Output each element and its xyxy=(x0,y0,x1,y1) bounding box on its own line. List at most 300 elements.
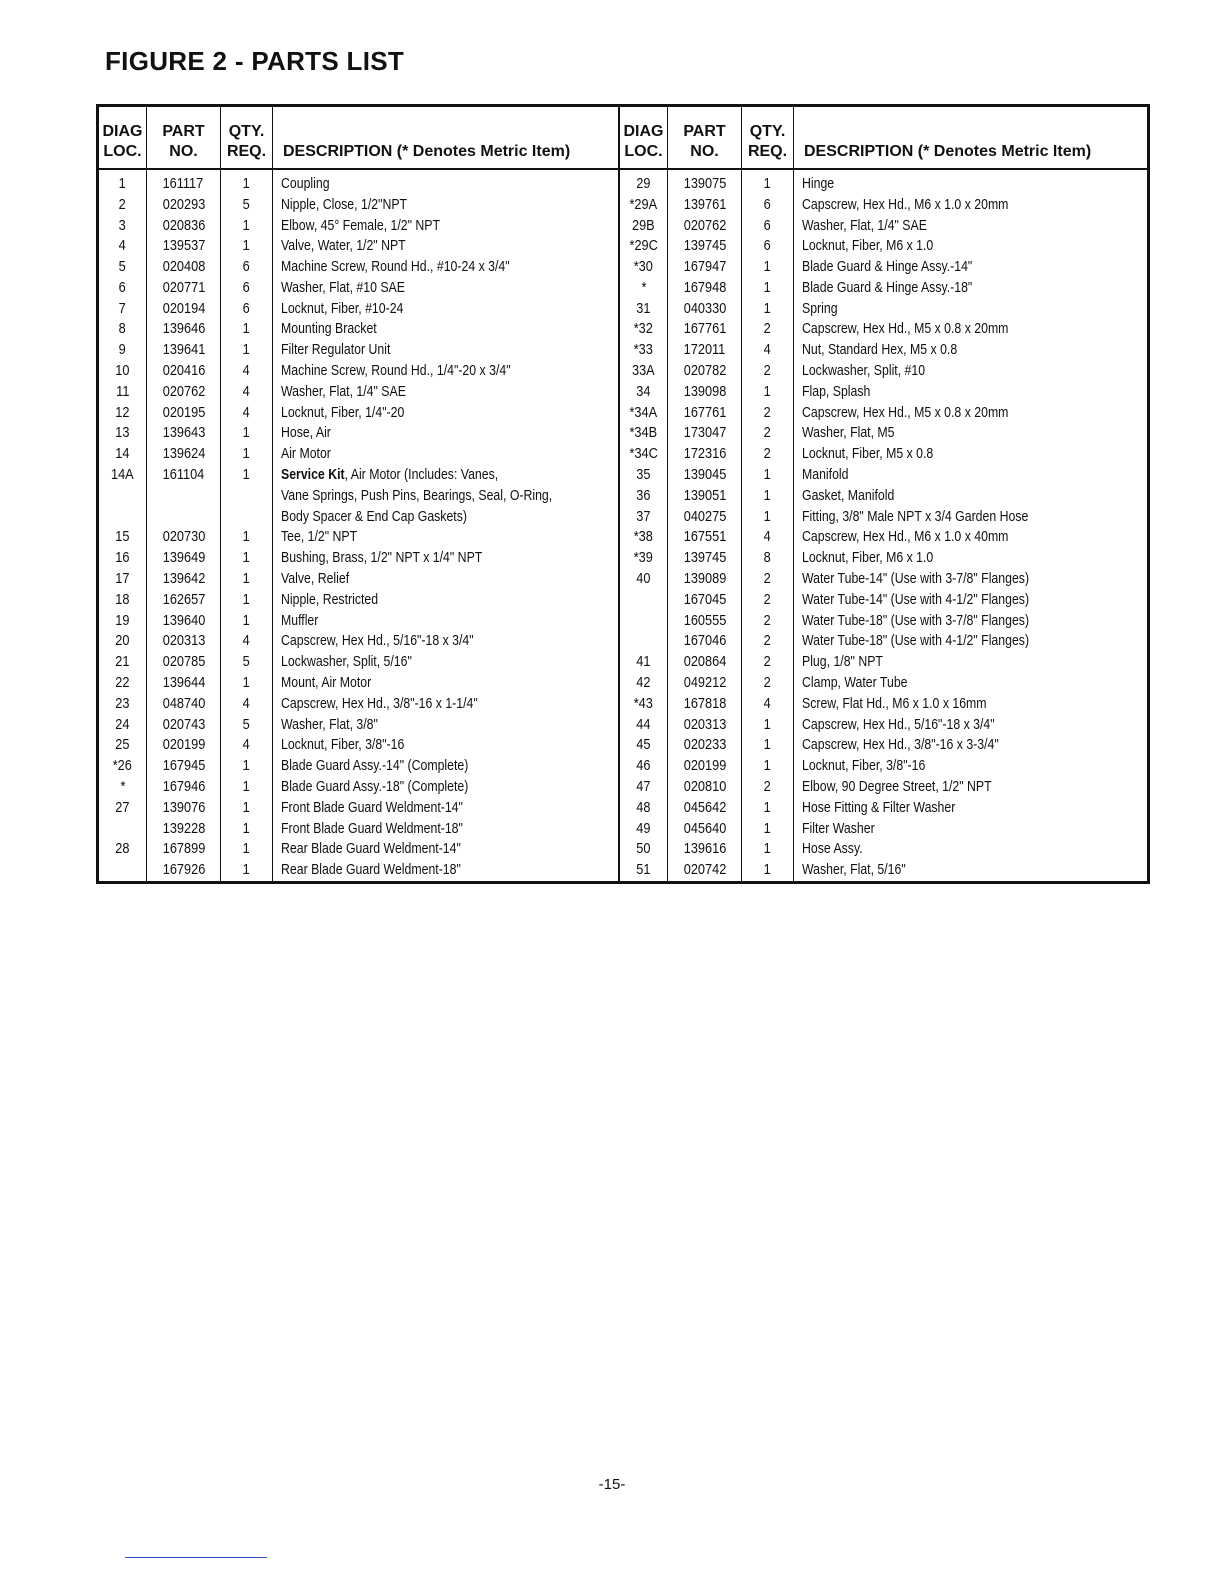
header-part-label: PART xyxy=(683,122,726,140)
cell-loc xyxy=(620,486,667,507)
cell-loc-text: 40 xyxy=(636,570,651,588)
cell-part-text: 020233 xyxy=(683,736,727,754)
cell-loc xyxy=(620,423,667,444)
cell-desc xyxy=(273,819,618,840)
table-header xyxy=(620,107,1147,170)
cell-qty xyxy=(742,652,793,673)
cell-qty-text: 1 xyxy=(763,486,772,504)
cell-qty-text: 1 xyxy=(242,320,251,338)
cell-part xyxy=(668,257,741,278)
cell-desc xyxy=(273,527,618,548)
column-part xyxy=(668,170,742,881)
cell-desc-text: Washer, Flat, M5 xyxy=(802,424,895,442)
cell-desc-text: Valve, Water, 1/2" NPT xyxy=(281,237,406,255)
cell-loc xyxy=(620,527,667,548)
cell-desc xyxy=(794,278,1147,299)
cell-desc xyxy=(273,839,618,860)
cell-desc xyxy=(273,569,618,590)
cell-desc xyxy=(794,527,1147,548)
cell-loc xyxy=(620,319,667,340)
cell-loc xyxy=(620,382,667,403)
cell-desc xyxy=(794,174,1147,195)
cell-part-text: 020742 xyxy=(683,861,727,879)
cell-desc xyxy=(273,798,618,819)
cell-qty xyxy=(221,257,272,278)
cell-part xyxy=(668,278,741,299)
cell-loc xyxy=(99,590,146,611)
cell-desc xyxy=(273,382,618,403)
cell-part-text: 020782 xyxy=(683,362,727,380)
cell-desc xyxy=(794,694,1147,715)
cell-part-text: 167818 xyxy=(683,694,727,712)
cell-desc-text: Capscrew, Hex Hd., M6 x 1.0 x 40mm xyxy=(802,528,1009,546)
cell-part xyxy=(147,756,220,777)
cell-qty-text: 1 xyxy=(242,424,251,442)
cell-desc-text: Capscrew, Hex Hd., 3/8"-16 x 1-1/4" xyxy=(281,694,478,712)
cell-part xyxy=(147,319,220,340)
cell-loc xyxy=(99,174,146,195)
header-qty-req xyxy=(742,107,794,168)
cell-qty xyxy=(742,319,793,340)
cell-part xyxy=(147,631,220,652)
cell-desc xyxy=(273,340,618,361)
cell-desc-text: Locknut, Fiber, 3/8"-16 xyxy=(281,736,405,754)
cell-loc xyxy=(620,715,667,736)
cell-desc-text: Screw, Flat Hd., M6 x 1.0 x 16mm xyxy=(802,694,987,712)
header-description-label: DESCRIPTION (* Denotes Metric Item) xyxy=(283,142,571,160)
cell-part-text: 020810 xyxy=(683,778,727,796)
cell-qty xyxy=(221,798,272,819)
cell-qty xyxy=(742,423,793,444)
cell-qty-text: 4 xyxy=(242,382,251,400)
cell-part-text: 167761 xyxy=(683,403,727,421)
header-description xyxy=(794,107,1147,168)
cell-qty xyxy=(221,486,272,507)
cell-part xyxy=(668,819,741,840)
cell-part xyxy=(147,673,220,694)
table-body-right xyxy=(620,170,1147,881)
parts-table-left-half xyxy=(99,107,620,881)
cell-desc xyxy=(794,382,1147,403)
cell-qty xyxy=(742,611,793,632)
cell-desc xyxy=(273,319,618,340)
cell-qty-text: 1 xyxy=(242,757,251,775)
cell-loc-text: *34C xyxy=(629,445,658,463)
cell-part xyxy=(147,486,220,507)
cell-loc xyxy=(99,444,146,465)
cell-part xyxy=(668,486,741,507)
cell-loc-text: *43 xyxy=(633,694,654,712)
cell-desc-text: Machine Screw, Round Hd., 1/4"-20 x 3/4" xyxy=(281,362,511,380)
cell-loc-text: 1 xyxy=(118,174,127,192)
header-qty-label: QTY. xyxy=(228,122,265,140)
cell-desc xyxy=(794,340,1147,361)
cell-desc xyxy=(794,548,1147,569)
cell-loc-text: *34B xyxy=(629,424,658,442)
cell-desc xyxy=(273,715,618,736)
header-req-label: REQ. xyxy=(747,142,788,160)
cell-loc xyxy=(620,548,667,569)
cell-part xyxy=(147,299,220,320)
cell-qty-text: 2 xyxy=(763,632,772,650)
cell-part-text: 139537 xyxy=(162,237,206,255)
cell-part-text: 020762 xyxy=(683,216,727,234)
cell-desc xyxy=(794,569,1147,590)
cell-loc-text: 21 xyxy=(115,653,130,671)
cell-qty xyxy=(221,444,272,465)
cell-qty-text: 1 xyxy=(763,715,772,733)
cell-qty xyxy=(742,590,793,611)
cell-part-text: 139089 xyxy=(683,570,727,588)
cell-part xyxy=(147,340,220,361)
cell-qty xyxy=(221,735,272,756)
cell-desc-text: Body Spacer & End Cap Gaskets) xyxy=(281,507,467,525)
page-title: FIGURE 2 - PARTS LIST xyxy=(105,46,405,76)
cell-part xyxy=(668,590,741,611)
cell-desc xyxy=(794,631,1147,652)
cell-qty xyxy=(221,839,272,860)
cell-qty xyxy=(221,611,272,632)
cell-loc-text: 29 xyxy=(636,174,651,192)
cell-part-text: 020313 xyxy=(683,715,727,733)
cell-desc xyxy=(794,798,1147,819)
header-loc-label: LOC. xyxy=(624,142,663,160)
cell-loc xyxy=(620,299,667,320)
cell-qty-text: 1 xyxy=(242,341,251,359)
cell-desc xyxy=(273,777,618,798)
cell-loc-text: *32 xyxy=(633,320,654,338)
cell-qty-text: 1 xyxy=(763,299,772,317)
cell-qty-text: 1 xyxy=(242,840,251,858)
cell-qty-text: 4 xyxy=(763,528,772,546)
cell-desc-text: Valve, Relief xyxy=(281,570,350,588)
cell-desc xyxy=(273,465,618,486)
cell-loc-text: 50 xyxy=(636,840,651,858)
cell-part xyxy=(668,465,741,486)
cell-loc-text: 3 xyxy=(118,216,127,234)
cell-qty xyxy=(742,527,793,548)
cell-desc-text: Washer, Flat, 3/8" xyxy=(281,715,378,733)
cell-qty-text: 1 xyxy=(242,570,251,588)
cell-part xyxy=(147,423,220,444)
cell-part xyxy=(147,257,220,278)
cell-qty xyxy=(742,174,793,195)
cell-desc-text: Washer, Flat, 1/4" SAE xyxy=(802,216,927,234)
cell-part-text: 139761 xyxy=(683,195,727,213)
cell-qty xyxy=(742,860,793,881)
cell-desc-text: Vane Springs, Push Pins, Bearings, Seal, O-Ring, xyxy=(281,486,553,504)
cell-desc-text: Capscrew, Hex Hd., 5/16"-18 x 3/4" xyxy=(802,715,995,733)
cell-desc-text: Capscrew, Hex Hd., M5 x 0.8 x 20mm xyxy=(802,403,1009,421)
cell-part xyxy=(147,652,220,673)
cell-part-text: 139745 xyxy=(683,237,727,255)
cell-loc-text: 19 xyxy=(115,611,130,629)
cell-loc-text: 25 xyxy=(115,736,130,754)
cell-qty xyxy=(742,569,793,590)
cell-desc-text: Blade Guard & Hinge Assy.-18" xyxy=(802,278,973,296)
cell-part-text: 020293 xyxy=(162,195,206,213)
cell-loc xyxy=(99,278,146,299)
cell-desc xyxy=(794,257,1147,278)
table-header xyxy=(99,107,618,170)
cell-desc-text: Fitting, 3/8" Male NPT x 3/4 Garden Hose xyxy=(802,507,1029,525)
cell-loc-text: 42 xyxy=(636,674,651,692)
cell-part xyxy=(147,465,220,486)
cell-loc xyxy=(620,735,667,756)
cell-desc-text: Hose, Air xyxy=(281,424,331,442)
cell-loc-text: *34A xyxy=(629,403,658,421)
cell-part xyxy=(147,174,220,195)
cell-loc-text: 14A xyxy=(111,466,134,484)
cell-loc xyxy=(620,174,667,195)
cell-qty xyxy=(221,819,272,840)
cell-desc xyxy=(273,548,618,569)
cell-qty-text: 1 xyxy=(242,549,251,567)
cell-part xyxy=(668,174,741,195)
cell-qty xyxy=(221,527,272,548)
cell-desc-text: Rear Blade Guard Weldment-18" xyxy=(281,861,461,879)
cell-qty xyxy=(221,465,272,486)
cell-part xyxy=(668,361,741,382)
cell-part-text: 167899 xyxy=(162,840,206,858)
cell-qty xyxy=(742,299,793,320)
cell-desc xyxy=(794,756,1147,777)
cell-part-text: 139649 xyxy=(162,549,206,567)
cell-loc xyxy=(99,611,146,632)
cell-loc xyxy=(99,361,146,382)
cell-desc-text: Capscrew, Hex Hd., 5/16"-18 x 3/4" xyxy=(281,632,474,650)
cell-desc-text: Spring xyxy=(802,299,838,317)
cell-part xyxy=(147,278,220,299)
cell-part xyxy=(668,839,741,860)
cell-qty xyxy=(742,195,793,216)
cell-desc-text: Manifold xyxy=(802,466,849,484)
cell-desc-text: Lockwasher, Split, 5/16" xyxy=(281,653,412,671)
cell-qty-text: 1 xyxy=(763,798,772,816)
cell-part xyxy=(668,652,741,673)
cell-part xyxy=(668,694,741,715)
cell-qty-text: 1 xyxy=(242,611,251,629)
cell-desc-text: Plug, 1/8" NPT xyxy=(802,653,883,671)
cell-qty-text: 1 xyxy=(242,174,251,192)
cell-qty xyxy=(742,756,793,777)
cell-part xyxy=(668,382,741,403)
cell-loc xyxy=(99,423,146,444)
cell-qty xyxy=(221,652,272,673)
cell-desc xyxy=(794,715,1147,736)
cell-qty xyxy=(221,216,272,237)
cell-desc xyxy=(273,507,618,528)
cell-desc-text: Flap, Splash xyxy=(802,382,871,400)
cell-loc-text: *29A xyxy=(629,195,658,213)
cell-part-text: 020416 xyxy=(162,362,206,380)
cell-qty-text: 4 xyxy=(763,341,772,359)
cell-qty xyxy=(221,777,272,798)
cell-loc xyxy=(620,777,667,798)
cell-desc-text: Rear Blade Guard Weldment-14" xyxy=(281,840,461,858)
cell-loc-text: *30 xyxy=(633,258,654,276)
cell-qty-text: 5 xyxy=(242,715,251,733)
cell-qty xyxy=(221,299,272,320)
cell-desc xyxy=(273,174,618,195)
cell-qty xyxy=(742,340,793,361)
cell-qty-text: 4 xyxy=(763,694,772,712)
cell-part xyxy=(668,340,741,361)
cell-desc-text: Front Blade Guard Weldment-18" xyxy=(281,819,463,837)
cell-qty xyxy=(221,631,272,652)
cell-qty xyxy=(221,694,272,715)
cell-part xyxy=(147,236,220,257)
cell-part xyxy=(668,319,741,340)
cell-desc xyxy=(273,694,618,715)
cell-part xyxy=(147,860,220,881)
cell-qty-text: 1 xyxy=(242,674,251,692)
cell-qty xyxy=(221,236,272,257)
cell-desc-text: Air Motor xyxy=(281,445,331,463)
cell-desc xyxy=(794,735,1147,756)
cell-part-text: 049212 xyxy=(683,674,727,692)
cell-qty-text: 1 xyxy=(763,278,772,296)
cell-qty xyxy=(742,839,793,860)
column-qty xyxy=(221,170,273,881)
cell-loc-text: 10 xyxy=(115,362,130,380)
cell-qty xyxy=(221,860,272,881)
cell-loc-text: 17 xyxy=(115,570,130,588)
cell-loc-text: 2 xyxy=(118,195,127,213)
header-loc-label: LOC. xyxy=(103,142,142,160)
cell-loc xyxy=(620,216,667,237)
cell-desc xyxy=(794,590,1147,611)
cell-qty xyxy=(221,715,272,736)
cell-part xyxy=(147,798,220,819)
cell-part-text: 139745 xyxy=(683,549,727,567)
cell-part xyxy=(668,860,741,881)
cell-qty-text: 8 xyxy=(763,549,772,567)
cell-part-text: 048740 xyxy=(162,694,206,712)
cell-loc xyxy=(620,236,667,257)
cell-part-text: 020195 xyxy=(162,403,206,421)
cell-desc xyxy=(794,403,1147,424)
cell-desc xyxy=(273,444,618,465)
cell-desc xyxy=(273,673,618,694)
cell-loc xyxy=(99,465,146,486)
cell-desc xyxy=(794,839,1147,860)
cell-part-text: 139644 xyxy=(162,674,206,692)
cell-desc-text: Bushing, Brass, 1/2" NPT x 1/4" NPT xyxy=(281,549,483,567)
cell-desc xyxy=(273,611,618,632)
cell-loc xyxy=(620,611,667,632)
description-text: , Air Motor (Includes: Vanes, xyxy=(344,466,499,484)
table-body-left xyxy=(99,170,618,881)
cell-loc xyxy=(620,340,667,361)
cell-qty xyxy=(742,777,793,798)
cell-desc-text: Capscrew, Hex Hd., 3/8"-16 x 3-3/4" xyxy=(802,736,999,754)
cell-part xyxy=(147,694,220,715)
cell-desc-text: Hinge xyxy=(802,174,835,192)
cell-desc-text: Locknut, Fiber, 3/8"-16 xyxy=(802,757,926,775)
cell-desc xyxy=(794,444,1147,465)
cell-qty-text: 6 xyxy=(242,258,251,276)
cell-part-text: 020199 xyxy=(683,757,727,775)
header-description xyxy=(273,107,618,168)
cell-loc xyxy=(99,756,146,777)
cell-part xyxy=(147,195,220,216)
cell-desc xyxy=(794,299,1147,320)
cell-part xyxy=(147,715,220,736)
cell-loc-text: 13 xyxy=(115,424,130,442)
cell-desc-text: Nipple, Close, 1/2"NPT xyxy=(281,195,408,213)
cell-loc-text: *33 xyxy=(633,341,654,359)
cell-part-text: 172011 xyxy=(683,341,726,359)
cell-part xyxy=(147,819,220,840)
cell-loc-text: 48 xyxy=(636,798,651,816)
cell-desc-text: Filter Washer xyxy=(802,819,875,837)
cell-qty xyxy=(221,319,272,340)
cell-qty-text: 5 xyxy=(242,195,251,213)
cell-qty-text: 6 xyxy=(242,278,251,296)
cell-part xyxy=(668,299,741,320)
cell-loc xyxy=(99,652,146,673)
cell-part xyxy=(668,216,741,237)
cell-part-text: 040275 xyxy=(683,507,727,525)
cell-part-text: 139051 xyxy=(683,486,727,504)
cell-desc xyxy=(794,860,1147,881)
cell-qty-text: 1 xyxy=(763,258,772,276)
header-diag-loc xyxy=(99,107,147,168)
cell-qty-text: 4 xyxy=(242,362,251,380)
header-qty-label: QTY. xyxy=(749,122,786,140)
cell-loc-text: 27 xyxy=(115,798,130,816)
cell-qty xyxy=(221,423,272,444)
cell-part-text: 139616 xyxy=(683,840,727,858)
cell-desc xyxy=(794,507,1147,528)
cell-part-text: 139228 xyxy=(162,819,206,837)
cell-desc-text: Muffler xyxy=(281,611,319,629)
cell-qty-text: 2 xyxy=(763,590,772,608)
cell-qty xyxy=(221,361,272,382)
cell-desc-text: Locknut, Fiber, 1/4"-20 xyxy=(281,403,405,421)
cell-loc-text: 11 xyxy=(115,382,130,400)
cell-qty xyxy=(221,673,272,694)
cell-qty-text: 2 xyxy=(763,653,772,671)
cell-loc xyxy=(99,694,146,715)
cell-loc-text: 44 xyxy=(636,715,651,733)
cell-qty xyxy=(742,382,793,403)
cell-desc-text: Hose Assy. xyxy=(802,840,863,858)
cell-loc xyxy=(620,278,667,299)
header-no-label: NO. xyxy=(690,142,719,160)
cell-qty xyxy=(742,257,793,278)
cell-loc-text: 46 xyxy=(636,757,651,775)
cell-qty-text: 6 xyxy=(242,299,251,317)
cell-loc xyxy=(99,299,146,320)
cell-loc xyxy=(99,631,146,652)
header-part-no xyxy=(668,107,742,168)
cell-qty-text: 1 xyxy=(242,778,251,796)
cell-desc-text: Blade Guard & Hinge Assy.-14" xyxy=(802,258,973,276)
cell-part xyxy=(668,423,741,444)
cell-qty xyxy=(221,278,272,299)
cell-loc-text: 22 xyxy=(115,674,130,692)
column-loc xyxy=(99,170,147,881)
cell-qty xyxy=(742,444,793,465)
cell-desc xyxy=(273,652,618,673)
cell-part-text: 139643 xyxy=(162,424,206,442)
cell-qty xyxy=(221,569,272,590)
cell-loc-text: 34 xyxy=(636,382,651,400)
cell-qty xyxy=(742,278,793,299)
cell-part-text: 139646 xyxy=(162,320,206,338)
